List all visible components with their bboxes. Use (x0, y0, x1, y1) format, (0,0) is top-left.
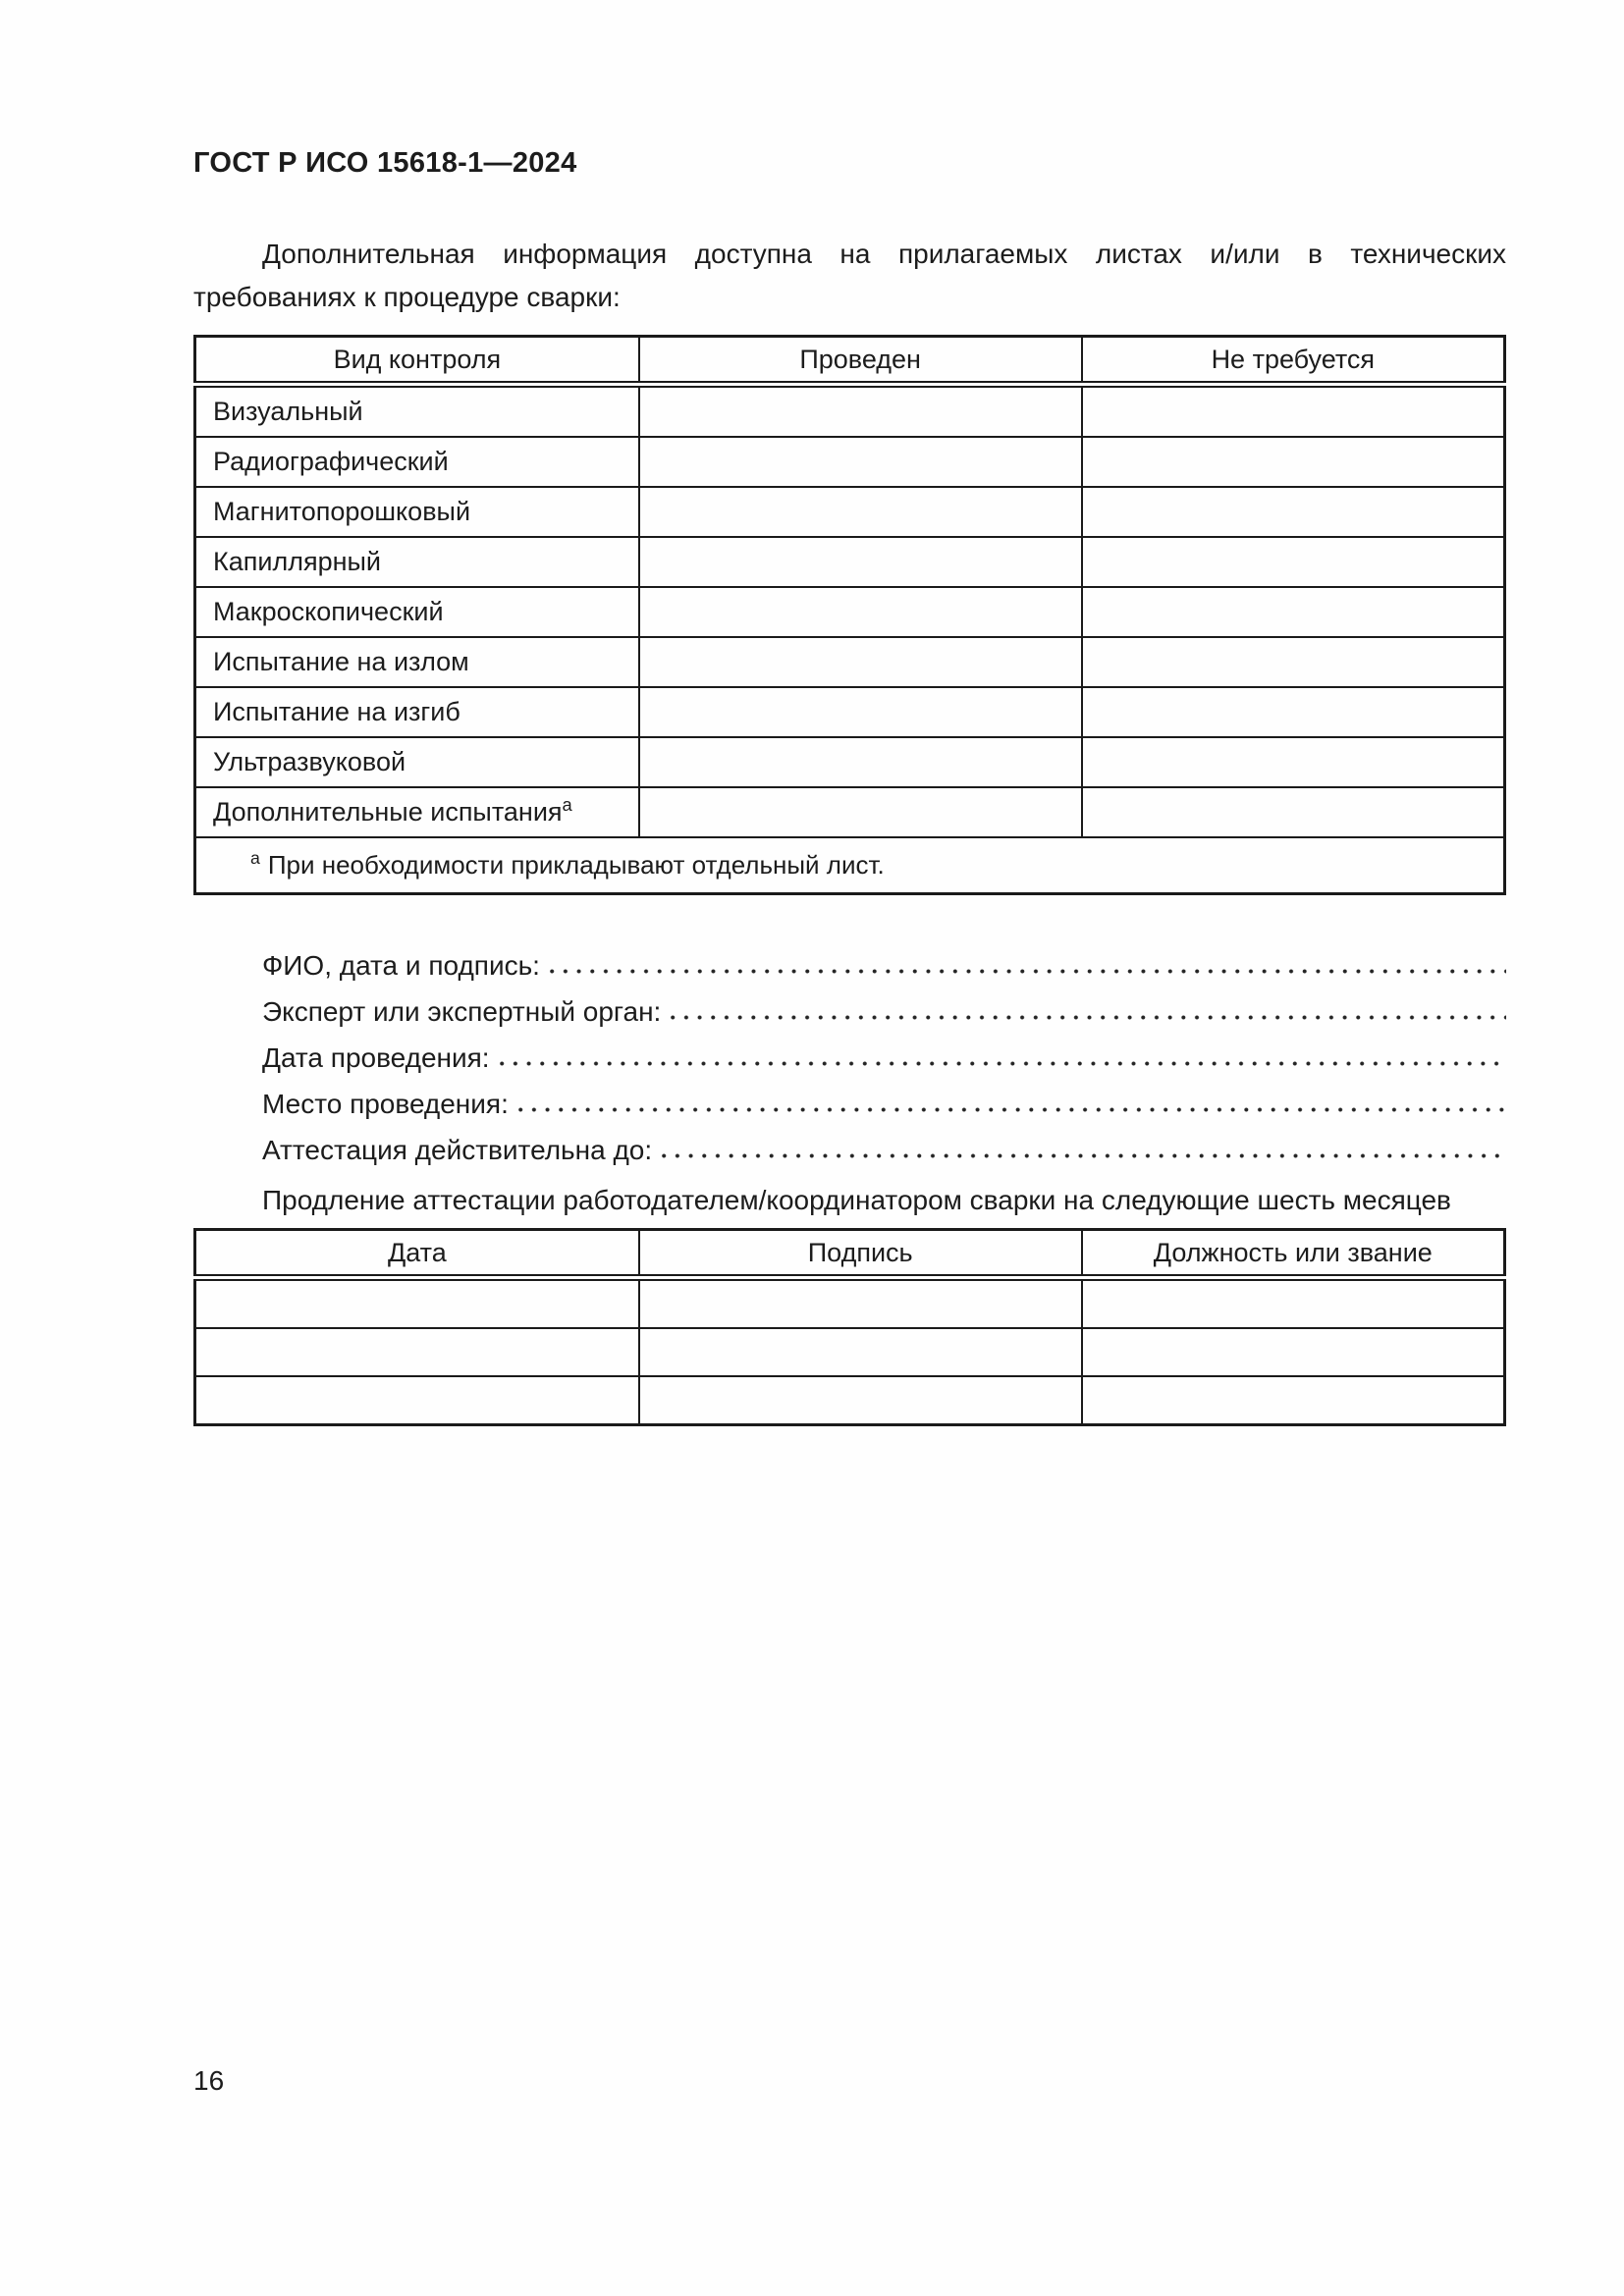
field-row-name-date-signature (262, 950, 1506, 996)
empty-cell (639, 385, 1082, 438)
row-label-text: Макроскопический (213, 597, 444, 626)
empty-cell (1082, 687, 1505, 737)
field-row-valid-until (262, 1135, 1506, 1181)
field-label: Дата проведения: (262, 1042, 490, 1073)
column-header-signature: Подпись (639, 1230, 1082, 1278)
column-header-control-type: Вид контроля (195, 337, 639, 385)
empty-cell (1082, 385, 1505, 438)
dotted-leader (518, 1099, 1506, 1113)
table-row (195, 385, 1505, 438)
row-label (195, 437, 639, 487)
empty-cell (1082, 637, 1505, 687)
empty-cell (639, 787, 1082, 837)
intro-paragraph: Дополнительная информация доступна на прилагаемых листах и/или в технических требованиях к процедуре сварки: (193, 239, 1506, 312)
empty-cell (1082, 1278, 1505, 1329)
table-row (195, 637, 1505, 687)
prolongation-note: Продление аттестации работодателем/координатором сварки на следующие шесть месяцев (262, 1185, 1451, 1215)
table-row (195, 587, 1505, 637)
table-row (195, 437, 1505, 487)
empty-cell (195, 1278, 639, 1329)
table-footnote (195, 837, 1505, 894)
field-row-date-of-examination (262, 1042, 1506, 1089)
empty-cell (1082, 1376, 1505, 1425)
row-label (195, 687, 639, 737)
table-row (195, 1376, 1505, 1425)
row-label-text: Капиллярный (213, 547, 381, 576)
empty-cell (639, 737, 1082, 787)
row-label (195, 737, 639, 787)
row-footnote-marker: а (562, 794, 572, 815)
row-label-text: Испытание на излом (213, 647, 469, 676)
dotted-leader (662, 1146, 1506, 1159)
empty-cell (639, 537, 1082, 587)
table-row (195, 787, 1505, 837)
footnote-text: При необходимости прикладывают отдельный лист. (267, 850, 885, 880)
empty-cell (1082, 737, 1505, 787)
field-label: Эксперт или экспертный орган: (262, 996, 662, 1027)
field-label: Место проведения: (262, 1089, 509, 1119)
field-label: ФИО, дата и подпись: (262, 950, 540, 981)
table-row (195, 687, 1505, 737)
empty-cell (639, 437, 1082, 487)
table-row (195, 1278, 1505, 1329)
empty-cell (195, 1328, 639, 1376)
column-header-position-or-title: Должность или звание (1082, 1230, 1505, 1278)
page-content (193, 147, 1506, 1426)
prolongation-table-header-row (195, 1230, 1505, 1278)
field-row-place-of-examination (262, 1089, 1506, 1135)
empty-cell (1082, 487, 1505, 537)
table-row (195, 487, 1505, 537)
empty-cell (639, 687, 1082, 737)
empty-cell (1082, 1328, 1505, 1376)
row-label-text: Магнитопорошковый (213, 497, 471, 526)
table-row (195, 1328, 1505, 1376)
inspection-table-header-row (195, 337, 1505, 385)
standard-code-heading: ГОСТ Р ИСО 15618-1—2024 (193, 147, 577, 179)
row-label (195, 537, 639, 587)
dotted-leader (671, 1007, 1506, 1021)
table-row (195, 537, 1505, 587)
signature-fields (262, 950, 1506, 1181)
empty-cell (639, 637, 1082, 687)
row-label-text: Визуальный (213, 397, 363, 426)
column-header-date: Дата (195, 1230, 639, 1278)
empty-cell (639, 587, 1082, 637)
row-label (195, 637, 639, 687)
row-label (195, 587, 639, 637)
field-label: Аттестация действительна до: (262, 1135, 653, 1165)
footnote-row (195, 837, 1505, 894)
prolongation-table (193, 1228, 1506, 1426)
empty-cell (195, 1376, 639, 1425)
empty-cell (639, 487, 1082, 537)
row-label-text: Дополнительные испытания (213, 797, 563, 827)
column-header-not-required: Не требуется (1082, 337, 1505, 385)
empty-cell (1082, 587, 1505, 637)
empty-cell (1082, 537, 1505, 587)
footnote-marker: а (250, 848, 260, 869)
empty-cell (1082, 437, 1505, 487)
row-label-text: Ультразвуковой (213, 747, 406, 776)
row-label (195, 487, 639, 537)
inspection-table (193, 335, 1506, 895)
field-row-expert-body (262, 996, 1506, 1042)
page-number: 16 (193, 2065, 225, 2096)
empty-cell (639, 1278, 1082, 1329)
table-row (195, 737, 1505, 787)
column-header-performed: Проведен (639, 337, 1082, 385)
row-label-text: Радиографический (213, 447, 449, 476)
row-label (195, 787, 639, 837)
dotted-leader (550, 961, 1506, 975)
empty-cell (639, 1376, 1082, 1425)
empty-cell (1082, 787, 1505, 837)
row-label-text: Испытание на изгиб (213, 697, 460, 726)
empty-cell (639, 1328, 1082, 1376)
row-label (195, 385, 639, 438)
dotted-leader (500, 1053, 1506, 1067)
